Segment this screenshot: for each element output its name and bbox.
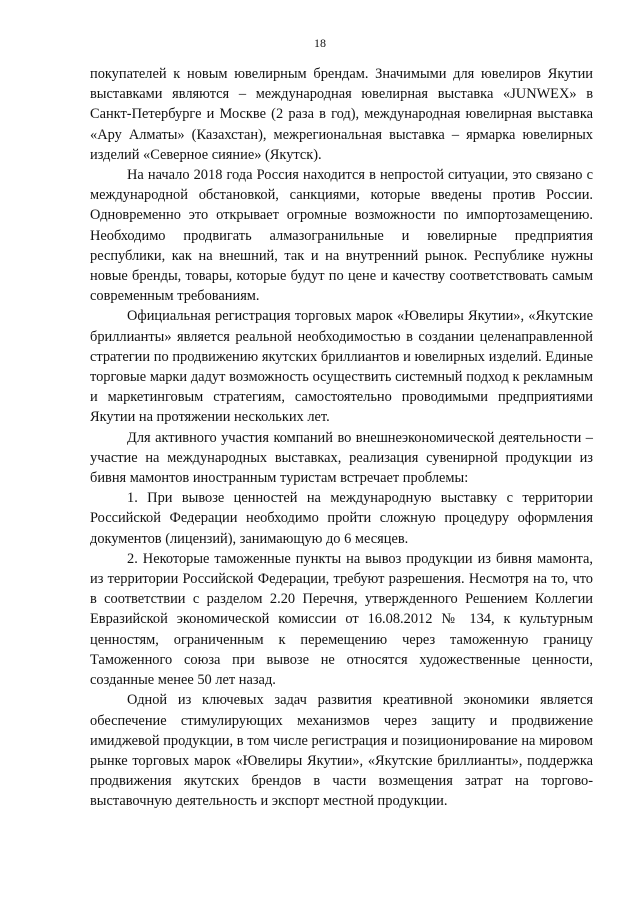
paragraph-exhibitions: покупателей к новым ювелирным брендам. Значимыми для ювелиров Якутии выставками являются – международная ювелирная выставка «JUNWEX» в Санкт-Петербурге и Москве (2 раза в год), международная ювелирная выставка «Ару Алматы» (Казахстан), межрегиональная выставка – ярмарка ювелирных изделий «Северное сияние» (Якутск). [90,66,593,163]
paragraph-import-substitution: На начало 2018 года Россия находится в непростой ситуации, это связано с международной обстановкой, санкциями, которые введены против России. Одновременно это открывает огромные возможности по импортозамещению. Необходимо продвигать алмазогранильные и ювелирные предприятия республики, как на внешний, так и на внутренний рынок. Республике нужны новые бренды, товары, которые будут по цене и качеству соответствовать самым современным требованиям. [90,167,593,305]
paragraph-trademark-registration: Официальная регистрация торговых марок «Ювелиры Якутии», «Якутские бриллианты» является реальной необходимостью в создании целенаправленной стратегии по продвижению якутских бриллиантов и ювелирных изделий. Единые торговые марки дадут возможность осуществить системный подход к рекламным и маркетинговым стратегиям, самостоятельно проводимыми предприятиями Якутии на протяжении нескольких лет. [90,308,593,426]
list-item-export-licensing: 1. При вывозе ценностей на международную выставку с территории Российской Федерации необходимо пройти сложную процедуру оформления документов (лицензий), занимающую до 6 месяцев. [90,490,593,547]
paragraph-creative-economy: Одной из ключевых задач развития креативной экономики является обеспечение стимулирующих механизмов через защиту и продвижение имиджевой продукции, в том числе регистрация и позиционирование на мировом рынке торговых марок «Ювелиры Якутии», «Якутские бриллианты», поддержка продвижения якутских брендов в части возмещения затрат на торгово-выставочную деятельность и экспорт местной продукции. [90,692,593,810]
list-item-customs-points: 2. Некоторые таможенные пункты на вывоз продукции из бивня мамонта, из территории Российской Федерации, требуют разрешения. Несмотря на то, что в соответствии с разделом 2.20 Перечня, утвержденного Решением Коллегии Евразийской экономической комиссии от 16.08.2012 № 134, к культурным ценностям, ограниченным к перемещению через таможенную границу Таможенного союза при вывозе не относятся художественные ценности, созданные менее 50 лет назад. [90,550,593,689]
paragraph-foreign-trade-problems: Для активного участия компаний во внешнеэкономической деятельности – участие на международных выставках, реализация сувенирной продукции из бивня мамонтов иностранным туристам встречает проблемы: [90,429,593,487]
document-body [90,64,593,812]
page-number: 18 [314,36,326,50]
